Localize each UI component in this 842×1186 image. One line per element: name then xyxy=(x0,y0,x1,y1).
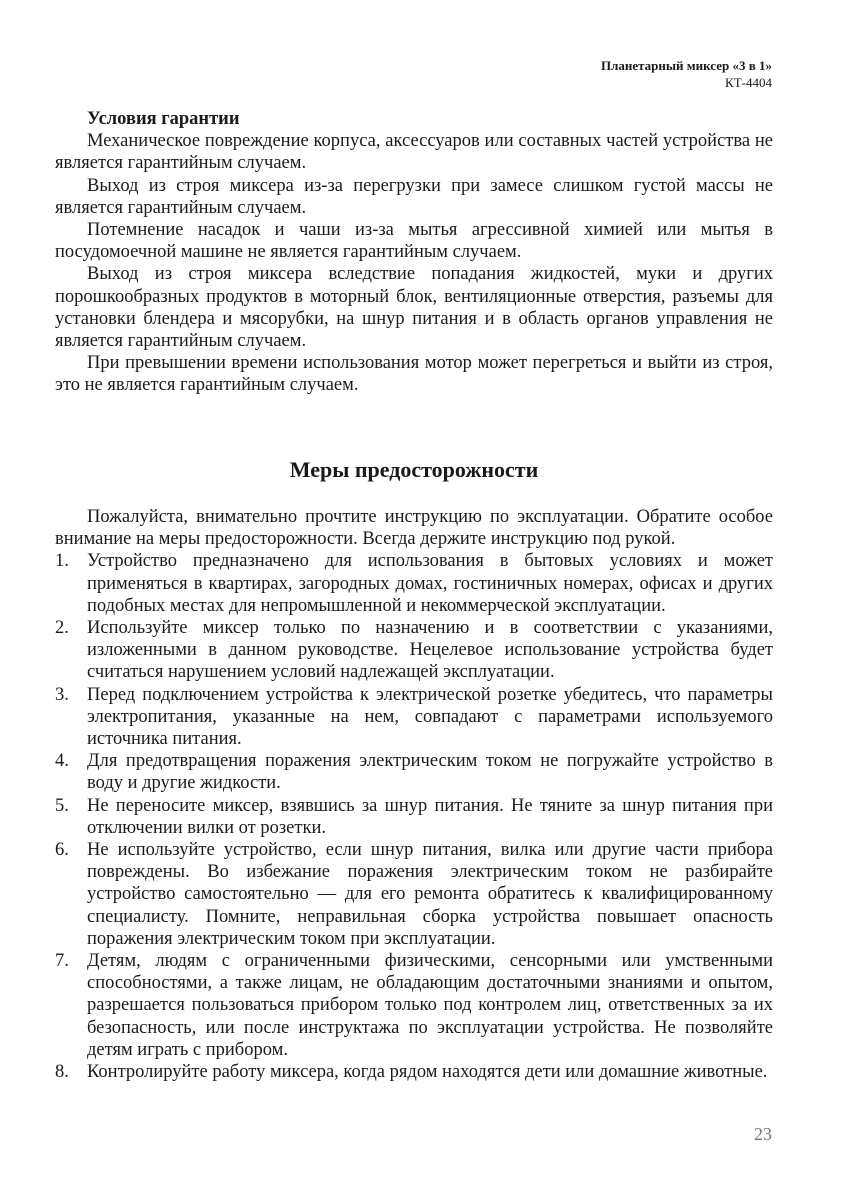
header-model-number: КТ-4404 xyxy=(725,75,772,90)
page-content xyxy=(55,108,773,1083)
list-item xyxy=(55,617,773,684)
list-item-number: 7. xyxy=(55,951,69,972)
warranty-paragraph: При превышении времени использования мотор может перегреться и выйти из строя, это не является гарантийным случаем. xyxy=(55,353,773,396)
list-item-number: 4. xyxy=(55,751,69,772)
warranty-paragraph: Механическое повреждение корпуса, аксессуаров или составных частей устройства не является гарантийным случаем. xyxy=(55,131,773,174)
list-item-text: Для предотвращения поражения электрическим током не погружайте устройство в воду и другие жидкости. xyxy=(87,751,773,794)
list-item-text: Используйте миксер только по назначению и в соответствии с указаниями, изложенными в данном руководстве. Нецелевое использование устройства будет считаться нарушением условий надлежащей эксплуатации. xyxy=(87,618,773,683)
page-number: 23 xyxy=(754,1124,772,1144)
warranty-paragraph: Потемнение насадок и чаши из-за мытья агрессивной химией или мытья в посудомоечной машине не является гарантийным случаем. xyxy=(55,220,773,263)
list-item-number: 5. xyxy=(55,795,69,816)
list-item xyxy=(55,950,773,1061)
warranty-section xyxy=(55,108,773,397)
list-item xyxy=(55,1061,773,1083)
list-item-number: 8. xyxy=(55,1062,69,1083)
list-item-text: Не используйте устройство, если шнур питания, вилка или другие части прибора повреждены. Во избежание поражения электрическим током не разбирайте устройство самостоятельно — для его ремонта обратитесь к квалифицированному специалисту. Помните, неправильная сборка устройства повышает опасность поражения электрическим током при эксплуатации. xyxy=(87,840,773,949)
list-item-number: 1. xyxy=(55,551,69,572)
running-header xyxy=(601,57,772,91)
list-item-text: Не переносите миксер, взявшись за шнур питания. Не тяните за шнур питания при отключении вилки от розетки. xyxy=(87,795,773,838)
precautions-intro: Пожалуйста, внимательно прочтите инструкцию по эксплуатации. Обратите особое внимание на меры предосторожности. Всегда держите инструкцию под рукой. xyxy=(55,507,773,550)
list-item xyxy=(55,684,773,751)
header-product-name: Планетарный миксер «3 в 1» xyxy=(600,58,772,73)
list-item-text: Контролируйте работу миксера, когда рядом находятся дети или домашние животные. xyxy=(87,1062,768,1083)
list-item-number: 3. xyxy=(55,684,69,705)
warranty-paragraph: Выход из строя миксера вследствие попадания жидкостей, муки и других порошкообразных продуктов в моторный блок, вентиляционные отверстия, разъемы для установки блендера и мясорубки, на шнур питания и в область органов управления не является гарантийным случаем. xyxy=(55,264,773,352)
list-item-text: Детям, людям с ограниченными физическими, сенсорными или умственными способностями, а также лицам, не обладающим достаточными знаниями и опытом, разрешается пользоваться прибором только под контролем лиц, ответственных за их безопасность, или после инструктажа по эксплуатации устройства. Не позволяйте детям играть с прибором. xyxy=(87,951,773,1060)
list-item xyxy=(55,839,773,950)
list-item xyxy=(55,750,773,794)
warranty-heading: Условия гарантии xyxy=(87,109,240,129)
list-item-number: 6. xyxy=(55,840,69,861)
list-item xyxy=(55,550,773,617)
list-item-text: Устройство предназначено для использования в бытовых условиях и может применяться в квартирах, загородных домах, гостиничных номерах, офисах и других подобных местах для непромышленной и некоммерческой эксплуатации. xyxy=(87,551,773,616)
list-item xyxy=(55,795,773,839)
list-item-text: Перед подключением устройства к электрической розетке убедитесь, что параметры электропитания, указанные на нем, совпадают с параметрами используемого источника питания. xyxy=(87,684,773,750)
precautions-section xyxy=(55,506,773,1083)
warranty-paragraph: Выход из строя миксера из-за перегрузки при замесе слишком густой массы не является гарантийным случаем. xyxy=(55,175,773,218)
list-item-number: 2. xyxy=(55,618,69,639)
precautions-title: Меры предосторожности xyxy=(289,457,539,482)
precautions-list xyxy=(55,550,773,1083)
